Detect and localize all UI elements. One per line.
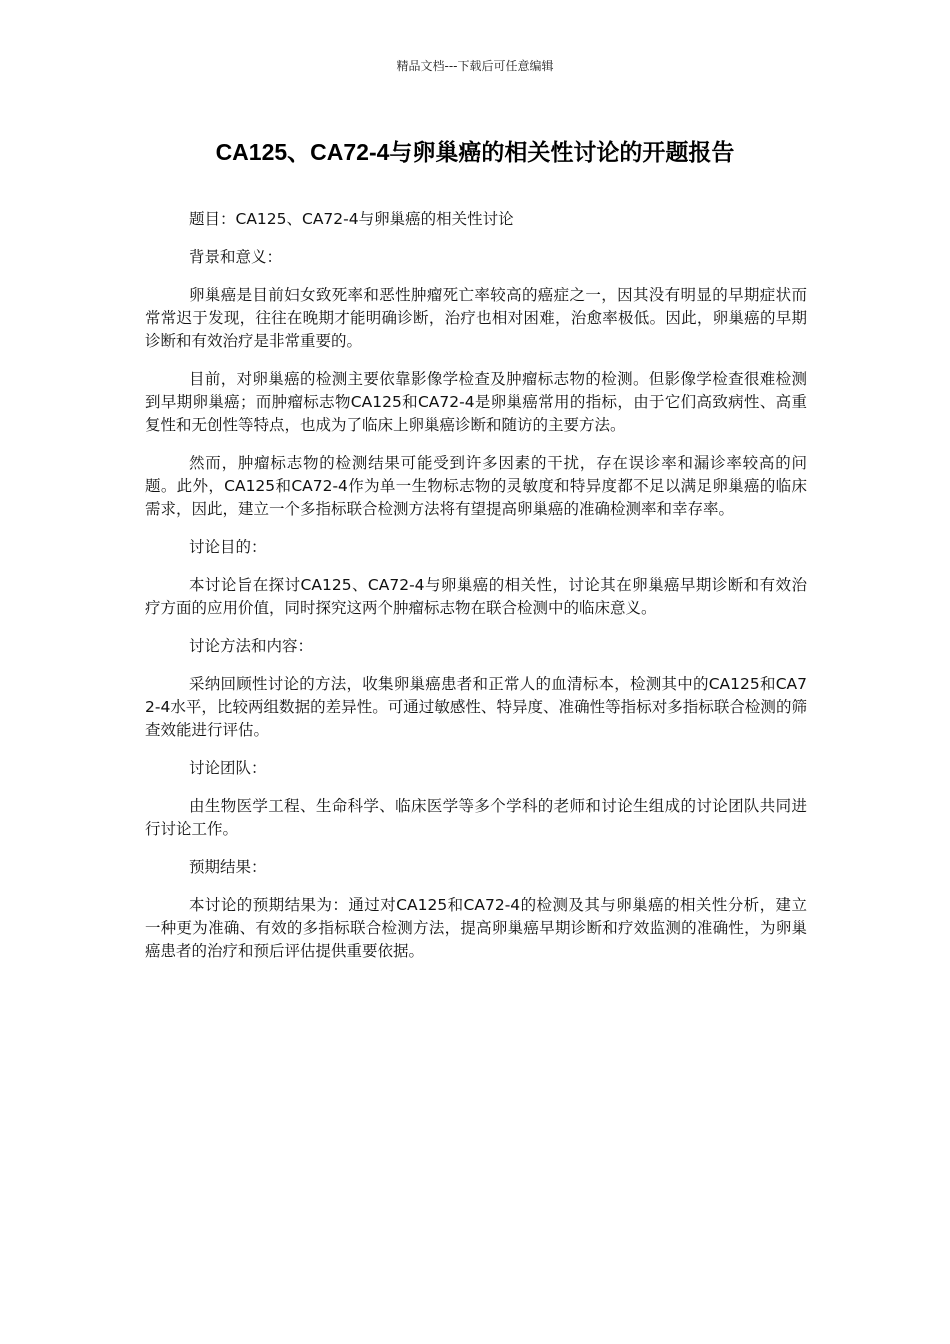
paragraph-expected-results: 本讨论的预期结果为：通过对CA125和CA72-4的检测及其与卵巢癌的相关性分析，建立一种更为准确、有效的多指标联合检测方法，提高卵巢癌早期诊断和疗效监测的准确性，为卵巢癌患者的治疗和预后评估提供重要依据。 — [145, 896, 807, 960]
paragraph-methods: 采纳回顾性讨论的方法，收集卵巢癌患者和正常人的血清标本，检测其中的CA125和CA72-4水平，比较两组数据的差异性。可通过敏感性、特异度、准确性等指标对多指标联合检测的筛查效能进行评估。 — [145, 675, 807, 739]
section-heading-purpose: 讨论目的： — [189, 538, 267, 556]
paragraph-purpose: 本讨论旨在探讨CA125、CA72-4与卵巢癌的相关性，讨论其在卵巢癌早期诊断和有效治疗方面的应用价值，同时探究这两个肿瘤标志物在联合检测中的临床意义。 — [145, 576, 807, 617]
paragraph-background-2: 目前，对卵巢癌的检测主要依靠影像学检查及肿瘤标志物的检测。但影像学检查很难检测到早期卵巢癌；而肿瘤标志物CA125和CA72-4是卵巢癌常用的指标，由于它们高致病性、高重复性和无创性等特点，也成为了临床上卵巢癌诊断和随访的主要方法。 — [145, 370, 807, 434]
paragraph-background-3: 然而，肿瘤标志物的检测结果可能受到许多因素的干扰，存在误诊率和漏诊率较高的问题。此外，CA125和CA72-4作为单一生物标志物的灵敏度和特异度都不足以满足卵巢癌的临床需求，因此，建立一个多指标联合检测方法将有望提高卵巢癌的准确检测率和幸存率。 — [145, 454, 807, 518]
section-heading-background: 背景和意义： — [189, 248, 283, 266]
section-heading-team: 讨论团队： — [189, 759, 267, 777]
document-title: CA125、CA72-4与卵巢癌的相关性讨论的开题报告 — [215, 139, 735, 165]
paragraph-background-1: 卵巢癌是目前妇女致死率和恶性肿瘤死亡率较高的癌症之一，因其没有明显的早期症状而常常迟于发现，往往在晚期才能明确诊断，治疗也相对困难，治愈率极低。因此，卵巢癌的早期诊断和有效治疗是非常重要的。 — [145, 286, 807, 350]
header-note: 精品文档---下载后可任意编辑 — [396, 59, 554, 73]
topic-line: 题目：CA125、CA72-4与卵巢癌的相关性讨论 — [189, 210, 514, 228]
paragraph-team: 由生物医学工程、生命科学、临床医学等多个学科的老师和讨论生组成的讨论团队共同进行讨论工作。 — [145, 797, 807, 838]
document-body — [145, 208, 807, 978]
section-heading-methods: 讨论方法和内容： — [189, 637, 314, 655]
section-heading-expected-results: 预期结果： — [189, 858, 267, 876]
